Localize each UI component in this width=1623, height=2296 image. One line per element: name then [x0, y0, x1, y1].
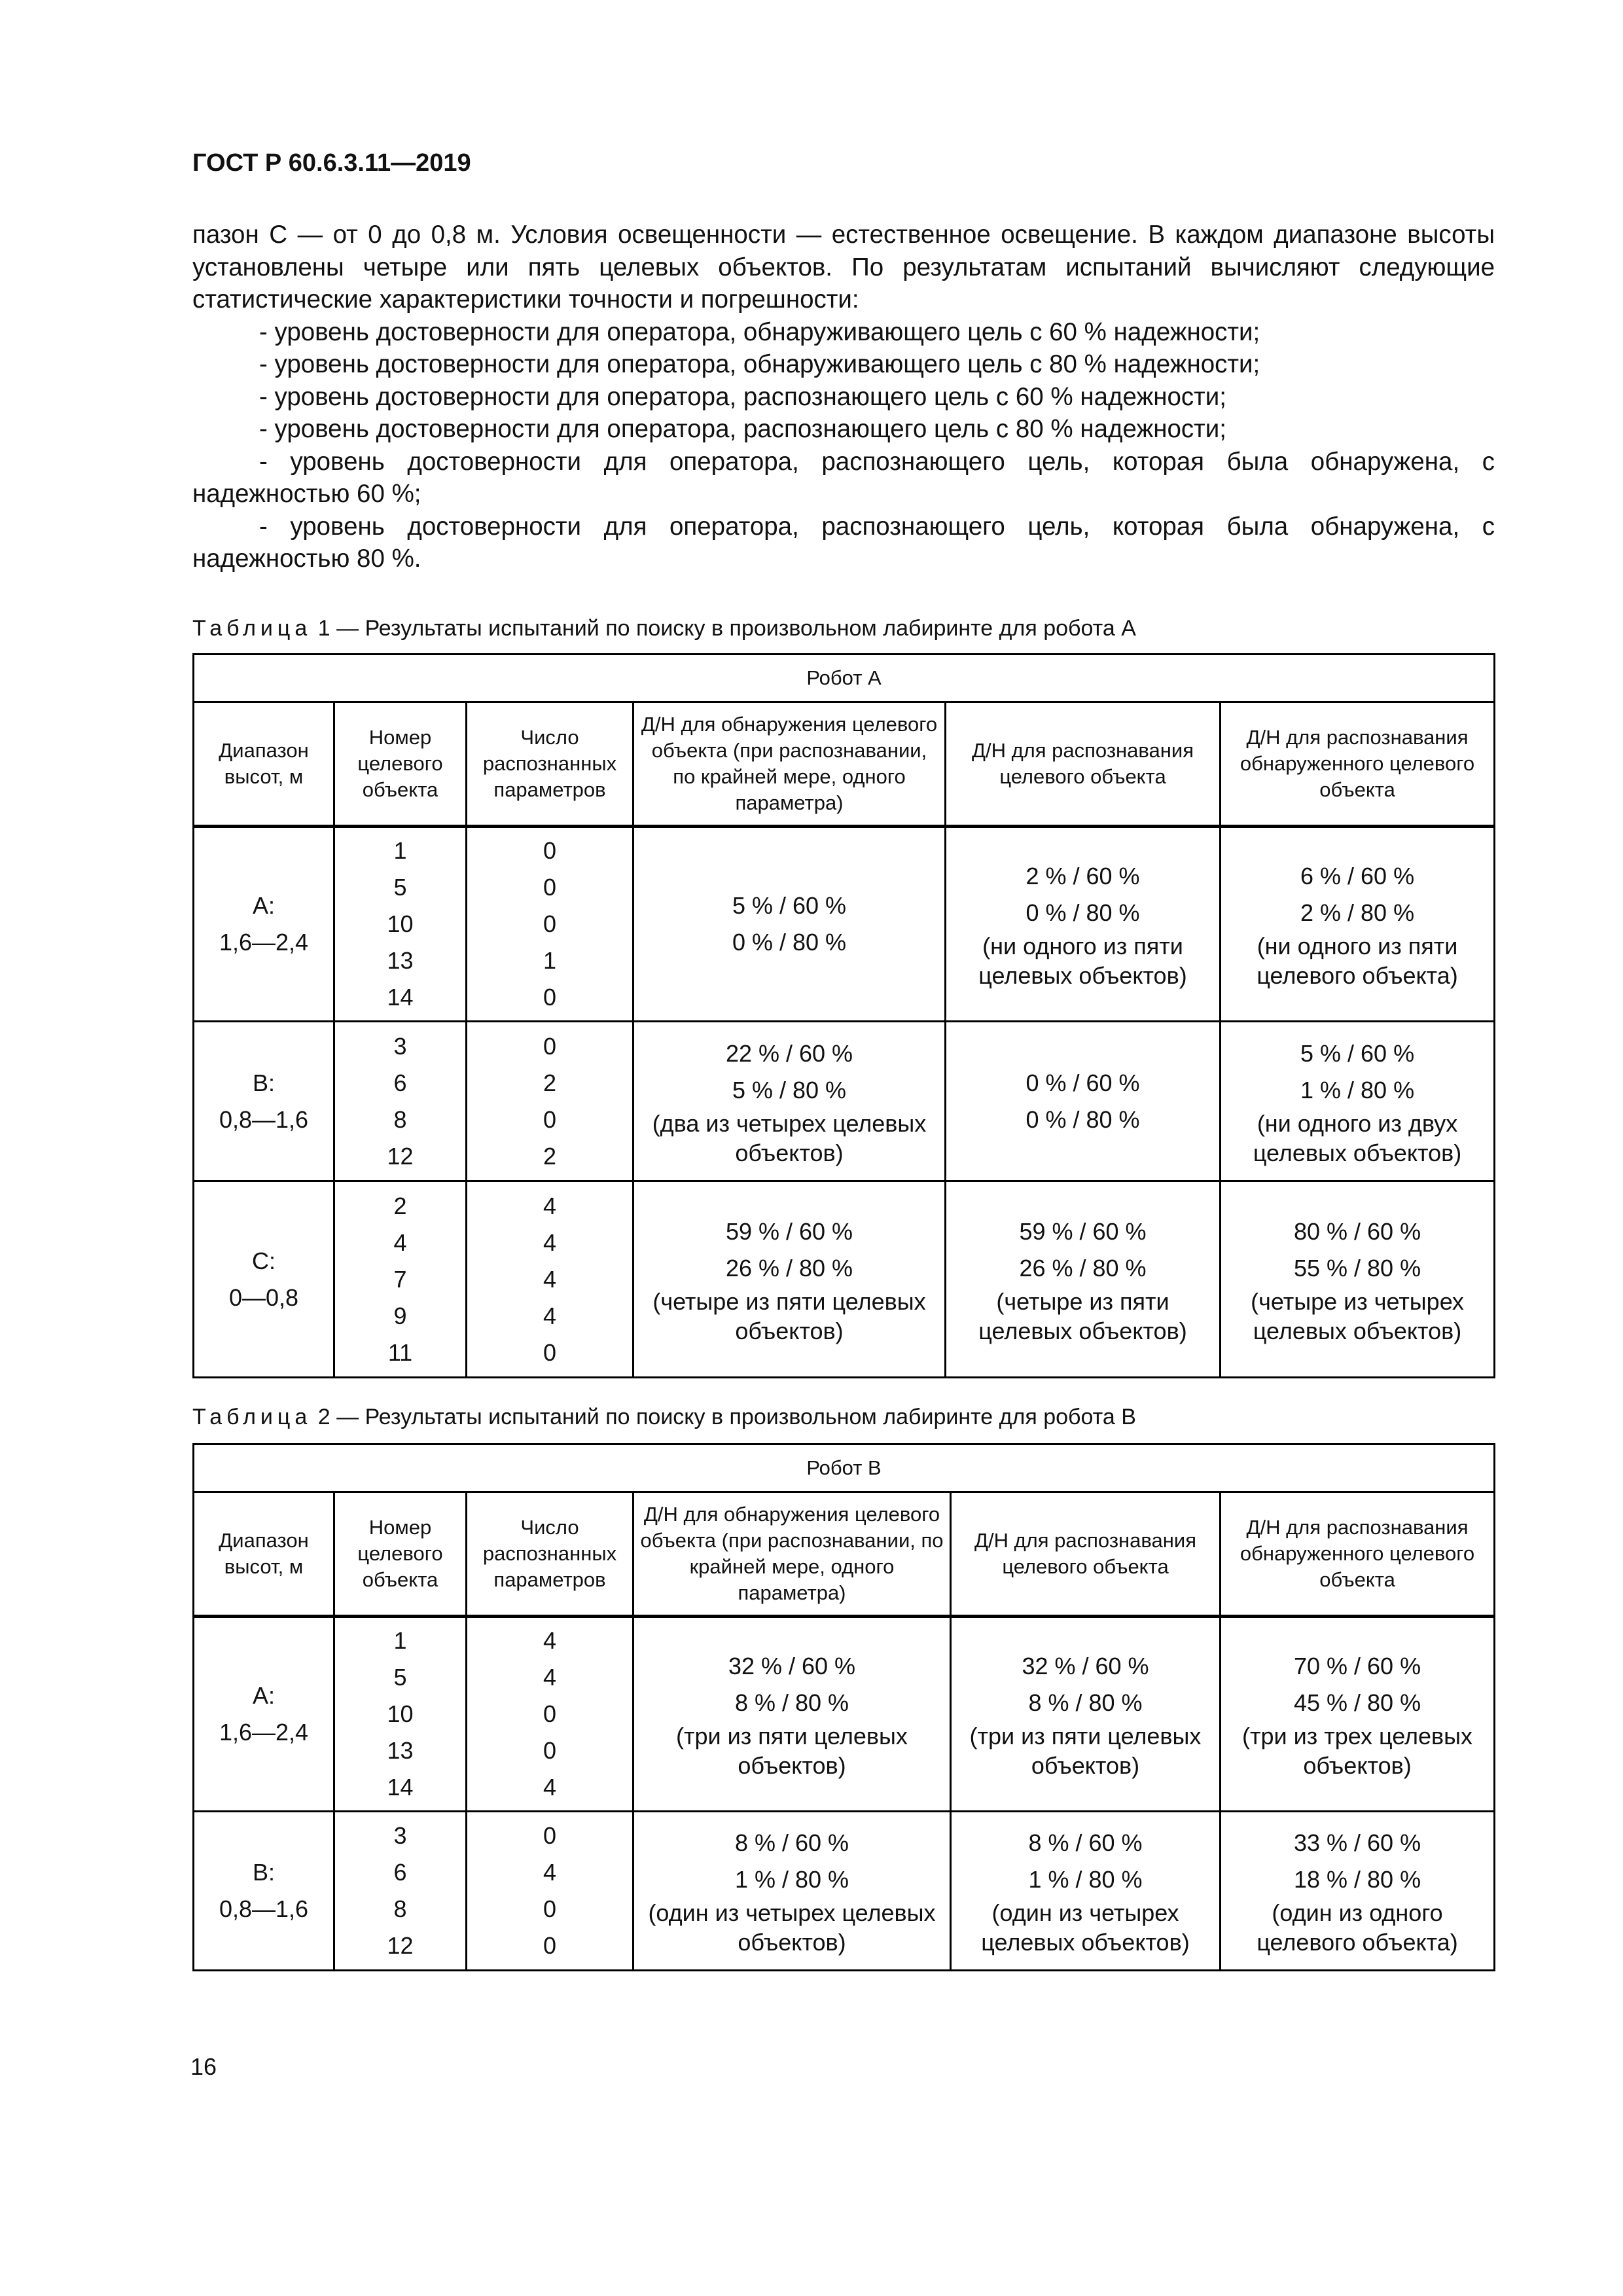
param-count: 4	[543, 1192, 557, 1219]
column-header: Д/Н для распознавания обнаруженного целевого объекта	[1221, 1492, 1495, 1617]
target-number: 11	[387, 1338, 413, 1366]
param-count: 4	[543, 1302, 557, 1329]
table2	[192, 1443, 1495, 1971]
target-number: 10	[387, 910, 414, 937]
target-numbers-cell	[334, 1617, 467, 1812]
table1-robot-title: Робот А	[194, 655, 1495, 702]
metric-line: 26 % / 80 %	[725, 1254, 853, 1282]
document-id: ГОСТ Р 60.6.3.11—2019	[192, 149, 471, 177]
bullet-item: - уровень достоверности для оператора, распознающего цель с 60 % надежности;	[259, 382, 1226, 411]
metric-note: (ни одного из пяти целевых объектов)	[978, 933, 1187, 989]
metric-line: 70 % / 60 %	[1293, 1653, 1421, 1679]
recognition-cell	[946, 1022, 1221, 1181]
param-count: 4	[543, 1774, 557, 1801]
target-number: 1	[393, 837, 407, 864]
metric-line: 32 % / 60 %	[1022, 1653, 1149, 1679]
param-count: 0	[543, 1932, 557, 1959]
height-range-cell	[194, 1617, 334, 1812]
metric-line: 0 % / 60 %	[1026, 1069, 1140, 1096]
recognition-cell	[951, 1812, 1221, 1971]
intro-paragraph: пазон С — от 0 до 0,8 м. Условия освещенности — естественное освещение. В каждом диапазоне высоты установлены четыре или пять целевых объектов. По результатам испытаний вычисляют следующие статистические характеристики точности и погрешности:	[192, 221, 1495, 314]
metric-note: (три из пяти целевых объектов)	[676, 1723, 908, 1779]
column-header: Диапазон высот, м	[194, 1492, 334, 1617]
detected-recognition-cell	[1221, 1181, 1495, 1378]
metric-note: (три из пяти целевых объектов)	[969, 1723, 1202, 1779]
height-range-cell	[194, 827, 334, 1022]
page-number: 16	[190, 2053, 217, 2080]
target-number: 8	[393, 1895, 407, 1922]
range-value: 1,6—2,4	[219, 1719, 309, 1746]
detection-cell	[633, 827, 946, 1022]
bullet-item: - уровень достоверности для оператора, обнаруживающего цель с 60 % надежности;	[259, 317, 1260, 346]
table1-caption-label: Таблица	[192, 616, 312, 641]
target-number: 13	[387, 947, 414, 974]
metric-line: 59 % / 60 %	[1019, 1217, 1147, 1245]
table-row	[194, 1181, 1495, 1378]
column-header: Д/Н для обнаружения целевого объекта (при распознавании, по крайней мере, одного параметра)	[633, 1492, 951, 1617]
detected-recognition-cell	[1221, 827, 1495, 1022]
table2-robot-title: Робот В	[194, 1444, 1495, 1492]
param-count: 4	[543, 1859, 557, 1886]
target-number: 10	[387, 1700, 414, 1727]
table2-caption	[192, 1405, 1136, 1430]
metric-note: (ни одного из двух целевых объектов)	[1253, 1109, 1462, 1166]
metric-line: 5 % / 60 %	[732, 892, 847, 919]
target-number: 12	[387, 1932, 414, 1959]
metric-line: 80 % / 60 %	[1293, 1217, 1421, 1245]
target-numbers-cell	[334, 827, 467, 1022]
table-row	[194, 1812, 1495, 1971]
metric-line: 32 % / 60 %	[728, 1653, 856, 1679]
range-value: 0,8—1,6	[219, 1105, 309, 1133]
range-label: В:	[252, 1069, 275, 1096]
detection-cell	[633, 1181, 946, 1378]
target-numbers-cell	[334, 1022, 467, 1181]
target-numbers-cell	[334, 1812, 467, 1971]
param-count: 4	[543, 1664, 557, 1691]
param-count: 4	[543, 1627, 557, 1654]
param-count-cell	[467, 827, 633, 1022]
metric-line: 33 % / 60 %	[1293, 1829, 1421, 1856]
param-count: 0	[543, 1032, 557, 1060]
param-count: 0	[543, 984, 557, 1011]
metric-line: 5 % / 80 %	[732, 1076, 847, 1103]
detected-recognition-cell	[1221, 1022, 1495, 1181]
param-count: 0	[543, 910, 557, 937]
metric-note: (четыре из пяти целевых объектов)	[978, 1287, 1187, 1344]
param-count: 0	[543, 1338, 557, 1366]
target-number: 8	[393, 1105, 407, 1133]
range-label: С:	[252, 1247, 276, 1274]
target-number: 3	[393, 1032, 407, 1060]
target-number: 6	[393, 1069, 407, 1096]
table2-caption-label: Таблица	[192, 1405, 312, 1429]
metric-note: (один из четырех целевых объектов)	[981, 1899, 1190, 1956]
metric-note: (четыре из четырех целевых объектов)	[1251, 1287, 1464, 1344]
param-count: 4	[543, 1265, 557, 1293]
metric-line: 1 % / 80 %	[734, 1866, 849, 1893]
column-header: Д/Н для обнаружения целевого объекта (при распознавании, по крайней мере, одного параметра)	[633, 702, 946, 827]
table1	[192, 653, 1495, 1378]
target-number: 12	[387, 1142, 414, 1170]
range-label: А:	[252, 1682, 275, 1709]
table1-caption-text: 1 — Результаты испытаний по поиску в произвольном лабиринте для робота А	[317, 616, 1136, 641]
param-count: 2	[543, 1069, 557, 1096]
column-header: Диапазон высот, м	[194, 702, 334, 827]
metric-line: 8 % / 80 %	[734, 1689, 849, 1716]
range-value: 0,8—1,6	[219, 1895, 309, 1922]
param-count-cell	[467, 1022, 633, 1181]
metric-line: 6 % / 60 %	[1300, 863, 1415, 889]
column-header: Д/Н для распознавания целевого объекта	[946, 702, 1221, 827]
metric-note: (четыре из пяти целевых объектов)	[652, 1287, 926, 1344]
param-count: 0	[543, 1822, 557, 1849]
bullet-item: - уровень достоверности для оператора, распознающего цель, которая была обнаружена, с надежностью 80 %.	[192, 512, 1495, 573]
table1-caption	[192, 616, 1136, 641]
recognition-cell	[946, 1181, 1221, 1378]
recognition-cell	[946, 827, 1221, 1022]
target-number: 14	[387, 984, 414, 1011]
table-row	[194, 1617, 1495, 1812]
metric-note: (один из одного целевого объекта)	[1257, 1899, 1458, 1956]
param-count-cell	[467, 1617, 633, 1812]
param-count: 0	[543, 1700, 557, 1727]
detected-recognition-cell	[1221, 1617, 1495, 1812]
target-number: 3	[393, 1822, 407, 1849]
detected-recognition-cell	[1221, 1812, 1495, 1971]
recognition-cell	[951, 1617, 1221, 1812]
column-header: Число распознанных параметров	[467, 1492, 633, 1617]
metric-line: 2 % / 60 %	[1026, 863, 1140, 889]
metric-line: 2 % / 80 %	[1300, 899, 1415, 926]
target-number: 13	[387, 1737, 414, 1764]
target-numbers-cell	[334, 1181, 467, 1378]
param-count: 2	[543, 1142, 557, 1170]
target-number: 14	[387, 1774, 414, 1801]
table2-caption-text: 2 — Результаты испытаний по поиску в произвольном лабиринте для робота В	[317, 1405, 1136, 1429]
bullet-item: - уровень достоверности для оператора, распознающего цель, которая была обнаружена, с надежностью 60 %;	[192, 447, 1495, 508]
target-number: 6	[393, 1859, 407, 1886]
metric-note: (ни одного из пяти целевого объекта)	[1257, 933, 1458, 989]
metric-line: 0 % / 80 %	[732, 929, 847, 956]
range-label: В:	[252, 1859, 275, 1886]
metric-line: 18 % / 80 %	[1293, 1866, 1421, 1893]
target-number: 7	[393, 1265, 407, 1293]
target-number: 2	[393, 1192, 407, 1219]
range-value: 0—0,8	[228, 1283, 299, 1311]
metric-note: (два из четырех целевых объектов)	[652, 1109, 927, 1166]
table-row	[194, 1022, 1495, 1181]
metric-line: 55 % / 80 %	[1293, 1254, 1421, 1282]
detection-cell	[633, 1617, 951, 1812]
target-number: 9	[393, 1302, 407, 1329]
column-header: Д/Н для распознавания целевого объекта	[951, 1492, 1221, 1617]
metric-line: 8 % / 60 %	[734, 1829, 849, 1856]
table-row	[194, 827, 1495, 1022]
target-number: 5	[393, 874, 407, 901]
metric-line: 0 % / 80 %	[1026, 1105, 1140, 1133]
param-count: 1	[543, 947, 557, 974]
bullet-item: - уровень достоверности для оператора, обнаруживающего цель с 80 % надежности;	[259, 350, 1260, 378]
metric-line: 22 % / 60 %	[725, 1039, 853, 1067]
metric-line: 8 % / 60 %	[1028, 1829, 1143, 1856]
metric-line: 59 % / 60 %	[725, 1217, 853, 1245]
range-label: А:	[252, 892, 275, 919]
metric-line: 26 % / 80 %	[1019, 1254, 1147, 1282]
metric-line: 1 % / 80 %	[1300, 1076, 1415, 1103]
bullet-item: - уровень достоверности для оператора, распознающего цель с 80 % надежности;	[259, 415, 1226, 443]
column-header: Число распознанных параметров	[467, 702, 633, 827]
metric-line: 45 % / 80 %	[1293, 1689, 1421, 1716]
target-number: 1	[393, 1627, 407, 1654]
param-count-cell	[467, 1181, 633, 1378]
param-count: 0	[543, 874, 557, 901]
height-range-cell	[194, 1181, 334, 1378]
column-header: Д/Н для распознавания обнаруженного целевого объекта	[1221, 702, 1495, 827]
param-count: 0	[543, 1895, 557, 1922]
metric-line: 8 % / 80 %	[1028, 1689, 1143, 1716]
param-count-cell	[467, 1812, 633, 1971]
metric-line: 1 % / 80 %	[1028, 1866, 1143, 1893]
intro-text	[192, 219, 1495, 575]
detection-cell	[633, 1812, 951, 1971]
column-header: Номер целевого объекта	[334, 702, 467, 827]
metric-line: 5 % / 60 %	[1300, 1039, 1415, 1067]
metric-note: (три из трех целевых объектов)	[1242, 1723, 1473, 1779]
column-header: Номер целевого объекта	[334, 1492, 467, 1617]
metric-line: 0 % / 80 %	[1026, 899, 1140, 926]
param-count: 0	[543, 1105, 557, 1133]
param-count: 0	[543, 1737, 557, 1764]
target-number: 4	[393, 1229, 407, 1256]
metric-note: (один из четырех целевых объектов)	[648, 1899, 936, 1956]
height-range-cell	[194, 1812, 334, 1971]
param-count: 4	[543, 1229, 557, 1256]
detection-cell	[633, 1022, 946, 1181]
range-value: 1,6—2,4	[219, 929, 309, 956]
param-count: 0	[543, 837, 557, 864]
target-number: 5	[393, 1664, 407, 1691]
height-range-cell	[194, 1022, 334, 1181]
